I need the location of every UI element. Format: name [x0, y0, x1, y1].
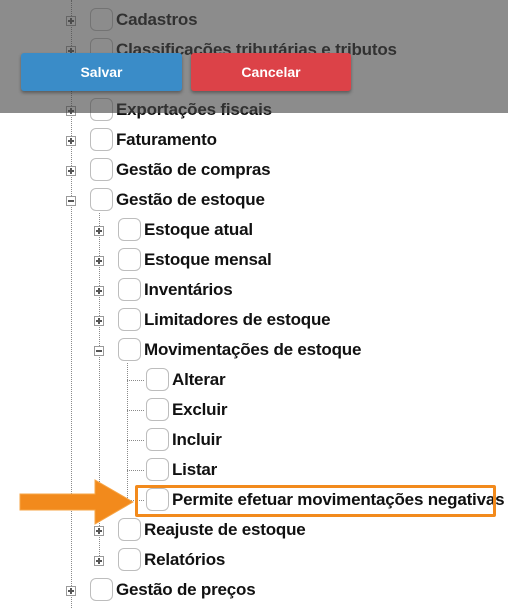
tree-node-label: Gestão de compras: [116, 160, 271, 179]
tree-node-label: Movimentações de estoque: [144, 340, 362, 359]
tree-node-label: Faturamento: [116, 130, 217, 149]
tree-node-label: Estoque atual: [144, 220, 253, 239]
expand-icon[interactable]: [94, 556, 104, 566]
tree-node-label: Listar: [172, 460, 218, 479]
tree-node-label: Permite efetuar movimentações negativas: [172, 490, 505, 509]
tree-node-label: Gestão de preços: [116, 580, 256, 599]
highlight-box: [135, 485, 496, 517]
expand-icon[interactable]: [66, 586, 76, 596]
save-button[interactable]: Salvar: [21, 53, 182, 91]
tree-node-label: Limitadores de estoque: [144, 310, 331, 329]
tree-node-label: Excluir: [172, 400, 228, 419]
cancel-button[interactable]: Cancelar: [191, 53, 351, 91]
tree-node-label: Reajuste de estoque: [144, 520, 306, 539]
tree-node-label: Relatórios: [144, 550, 226, 569]
arrow-pointer-icon: [0, 0, 160, 530]
tree-node-label: Incluir: [172, 430, 222, 449]
tree-node[interactable]: [0, 577, 508, 605]
checkbox[interactable]: [90, 578, 113, 601]
tree-node[interactable]: [0, 547, 508, 575]
tree-node-label: Gestão de estoque: [116, 190, 265, 209]
tree-node-label: Inventários: [144, 280, 233, 299]
tree-node-label: Estoque mensal: [144, 250, 272, 269]
tree-node-label: Alterar: [172, 370, 226, 389]
checkbox[interactable]: [118, 548, 141, 571]
